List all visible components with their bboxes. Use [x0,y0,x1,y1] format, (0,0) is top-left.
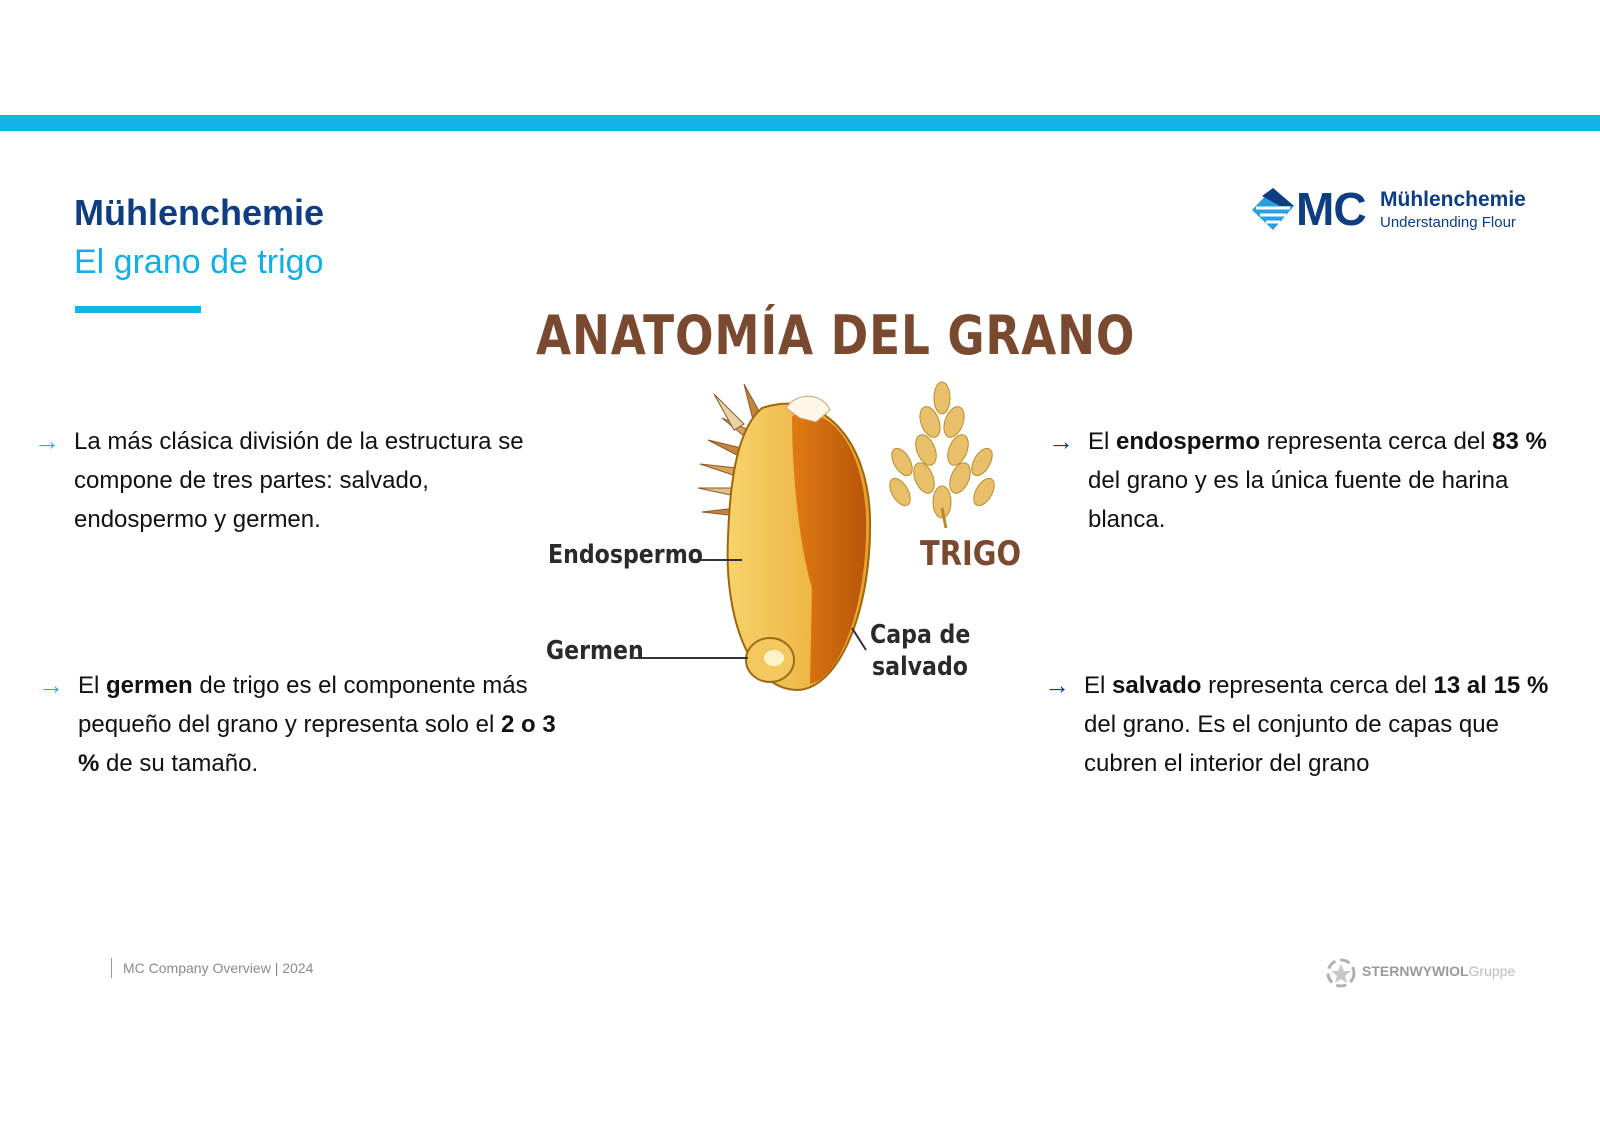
bullet-bran-bold-term: salvado [1112,672,1202,699]
bullet-structure-text: La más clásica división de la estructura se compone de tres partes: salvado, endospermo y germen. [74,428,524,533]
arrow-right-icon: → [34,426,60,456]
bullet-endosperm-bold-percent: 83 % [1492,428,1547,455]
label-endosperm: Endospermo [548,540,703,570]
label-wheat: TRIGO [920,534,1022,574]
bullet-bran-mid: representa cerca del [1201,672,1434,699]
star-emblem-icon [1326,958,1356,988]
footer-group-bold: STERNWYWIOL [1362,963,1469,979]
bullet-bran-bold-percent: 13 al 15 % [1433,672,1549,699]
bullet-endosperm-pre: El [1088,428,1117,455]
label-bran-line2: salvado [872,652,968,682]
bullet-endosperm-mid: representa cerca del [1260,428,1493,455]
brand-title: Mühlenchemie [74,192,325,233]
logo-tagline: Understanding Flour [1380,214,1516,231]
diamond-stripes-icon [1250,186,1296,232]
bullet-bran [1044,666,1574,783]
bullet-bran-pre: El [1084,672,1113,699]
footer-divider [111,958,112,978]
label-germ: Germen [546,636,644,666]
bullet-endosperm-post: del grano y es la única fuente de harina blanca. [1088,467,1509,533]
footer-group-light: Gruppe [1468,963,1516,979]
logo-company-name: Mühlenchemie [1380,188,1526,211]
title-underline [75,306,201,313]
bullet-germ-bold-percent: 2 o 3 % [78,711,556,777]
arrow-right-icon: → [38,670,64,700]
bullet-bran-post: del grano. Es el conjunto de capas que cubren el interior del grano [1084,711,1499,777]
arrow-right-icon: → [1048,426,1074,456]
label-bran-line1: Capa de [870,620,971,650]
bullet-structure [34,422,564,539]
footer-group-name [1362,963,1515,979]
sternwywiol-logo [1326,958,1536,988]
footer-text: MC Company Overview | 2024 [123,960,314,976]
diagram-title: ANATOMÍA DEL GRANO [536,304,1136,367]
bullet-germ-mid: de trigo es el componente más pequeño del grano y representa solo el [78,672,528,738]
logo-mc-letters: MC [1296,183,1366,235]
bullet-germ [38,666,558,783]
bullet-germ-post: de su tamaño. [99,750,259,777]
arrow-right-icon: → [1044,670,1070,700]
bullet-endosperm [1048,422,1568,539]
slide-subtitle: El grano de trigo [74,243,324,281]
mc-logo [1250,183,1530,238]
bullet-germ-bold-term: germen [106,672,193,699]
top-accent-bar [0,115,1600,131]
bullet-germ-pre: El [78,672,107,699]
bullet-endosperm-bold-term: endospermo [1116,428,1261,455]
grain-anatomy-diagram [530,378,1030,718]
